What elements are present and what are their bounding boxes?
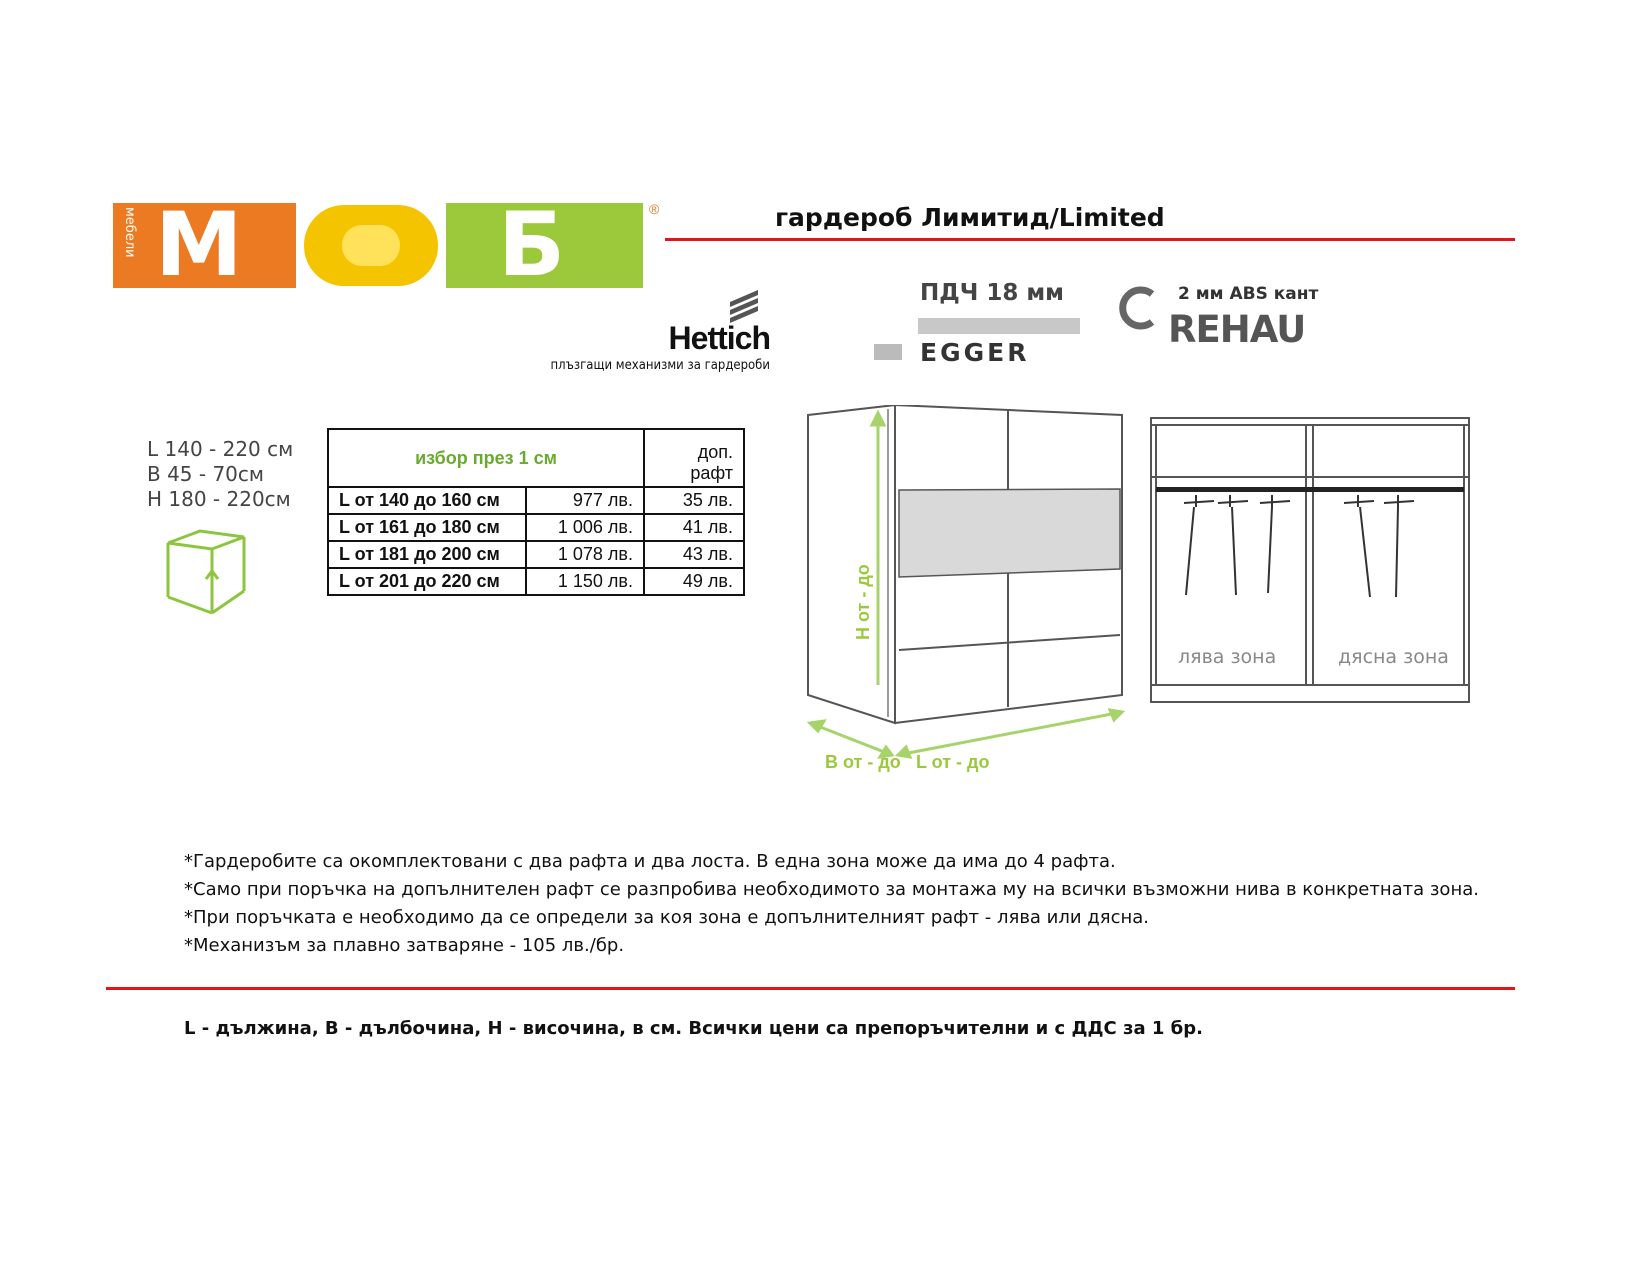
- row-length-range: L от 181 до 200 см: [328, 541, 526, 568]
- mob-logo: [113, 193, 660, 296]
- row-extra-shelf-price: 35 лв.: [644, 487, 744, 514]
- header-choice: избор през 1 см: [328, 429, 644, 487]
- table-row: [328, 487, 744, 514]
- edge-label: 2 мм ABS кант: [1178, 284, 1319, 304]
- logo-letter-b: Б: [498, 193, 566, 296]
- dim-height: H 180 - 220см: [147, 487, 291, 511]
- rehau-name: REHAU: [1168, 308, 1306, 351]
- logo-yellow-block: [296, 203, 446, 288]
- rehau-arc-icon: [1118, 286, 1162, 330]
- registered-mark: ®: [649, 201, 660, 217]
- egger-logo: [870, 280, 1090, 370]
- dim-depth: B 45 - 70см: [147, 462, 264, 486]
- hettich-logo: [550, 288, 770, 378]
- rehau-logo: [1118, 284, 1338, 364]
- material-label: ПДЧ 18 мм: [920, 280, 1064, 306]
- table-header-row: [328, 429, 744, 487]
- table-row: [328, 514, 744, 541]
- left-zone-label: лява зона: [1178, 646, 1277, 668]
- row-extra-shelf-price: 41 лв.: [644, 514, 744, 541]
- dim-length: L 140 - 220 см: [147, 437, 294, 461]
- right-zone-label: дясна зона: [1338, 646, 1449, 668]
- note-line: *Само при поръчка на допълнителен рафт се разпробива необходимото за монтажа му на всички възможни нива в конкретната зона.: [184, 879, 1479, 900]
- row-length-range: L от 161 до 180 см: [328, 514, 526, 541]
- hettich-name: Hettich: [668, 320, 770, 356]
- row-length-range: L от 201 до 220 см: [328, 568, 526, 595]
- page-title: гардероб Лимитид/Limited: [775, 203, 1165, 232]
- cube-dimensions-icon: [160, 525, 260, 625]
- height-range-label: H от - до: [853, 564, 873, 640]
- egger-name: EGGER: [920, 338, 1030, 367]
- hettich-tagline: плъзгащи механизми за гардероби: [550, 358, 770, 373]
- row-price: 1 150 лв.: [526, 568, 644, 595]
- table-row: [328, 568, 744, 595]
- egger-mark-icon: [874, 344, 902, 360]
- logo-letter-m: М: [155, 193, 243, 296]
- notes-block: [184, 848, 1479, 960]
- wardrobe-3d-drawing: [800, 405, 1140, 785]
- depth-range-label: B от - до: [825, 752, 901, 772]
- logo-side-text: мебели: [122, 207, 137, 258]
- title-rule: [665, 238, 1515, 241]
- row-extra-shelf-price: 43 лв.: [644, 541, 744, 568]
- egger-bar: [918, 318, 1080, 334]
- note-line: *Механизъм за плавно затваряне - 105 лв./бр.: [184, 935, 625, 956]
- note-line: *При поръчката е необходимо да се определи за коя зона е допълнителният рафт - лява или дясна.: [184, 907, 1149, 928]
- row-price: 1 078 лв.: [526, 541, 644, 568]
- footer-rule: [106, 987, 1515, 990]
- price-table: [327, 428, 745, 596]
- row-extra-shelf-price: 49 лв.: [644, 568, 744, 595]
- row-price: 1 006 лв.: [526, 514, 644, 541]
- logo-green-block: [446, 193, 643, 296]
- length-range-label: L от - до: [916, 752, 990, 772]
- footer-legend: L - дължина, B - дълбочина, H - височина, в см. Всички цени са препоръчителни и с ДДС за 1 бр.: [184, 1018, 1203, 1039]
- table-row: [328, 541, 744, 568]
- row-price: 977 лв.: [526, 487, 644, 514]
- dimensions-list: [147, 437, 293, 512]
- header-extra-shelf: доп. рафт: [644, 429, 744, 487]
- note-line: *Гардеробите са окомплектовани с два рафта и два лоста. В една зона може да има до 4 рафта.: [184, 851, 1116, 872]
- logo-orange-block: [113, 193, 296, 296]
- row-length-range: L от 140 до 160 см: [328, 487, 526, 514]
